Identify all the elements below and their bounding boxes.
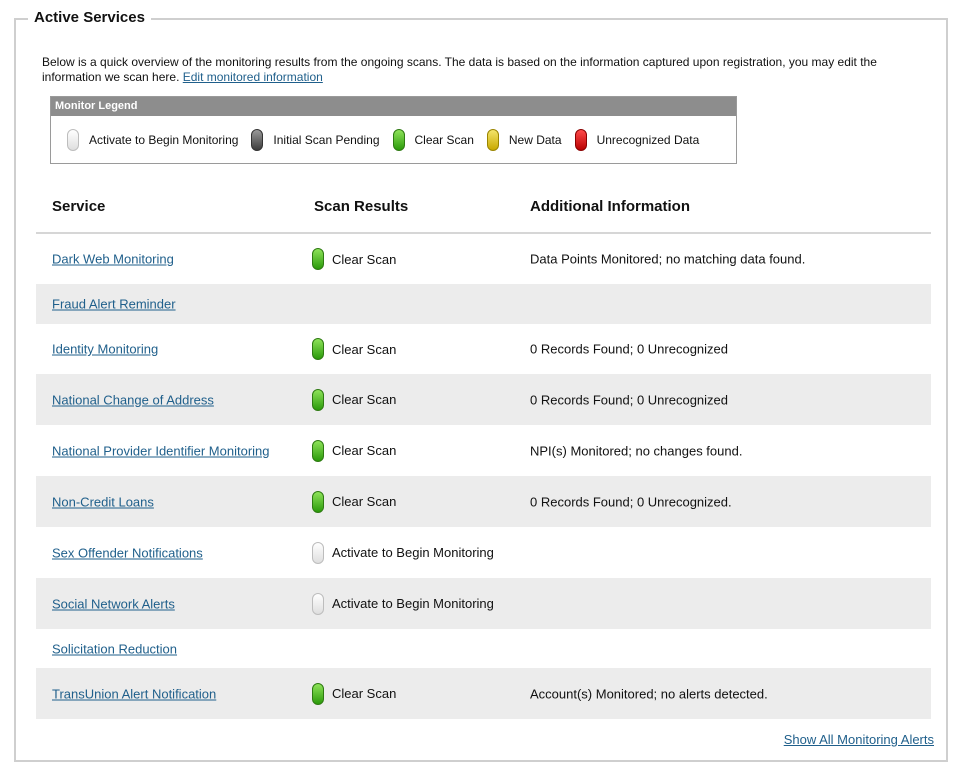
legend-label: New Data bbox=[508, 132, 562, 147]
service-link[interactable]: Dark Web Monitoring bbox=[52, 251, 174, 267]
additional-info: 0 Records Found; 0 Unrecognized bbox=[530, 341, 729, 357]
show-all-monitoring-alerts-link[interactable]: Show All Monitoring Alerts bbox=[783, 732, 934, 747]
table-row bbox=[36, 425, 931, 476]
scan-result-label: Clear Scan bbox=[332, 494, 397, 509]
intro-text-block bbox=[42, 55, 922, 85]
green-status-pill-icon bbox=[312, 683, 324, 705]
service-link[interactable]: Identity Monitoring bbox=[52, 341, 159, 357]
legend-label: Activate to Begin Monitoring bbox=[89, 132, 239, 147]
service-link[interactable]: Social Network Alerts bbox=[52, 596, 175, 611]
monitor-legend-title: Monitor Legend bbox=[51, 97, 736, 116]
scan-result bbox=[312, 389, 396, 411]
green-status-pill-icon bbox=[312, 389, 324, 411]
white-status-pill-icon bbox=[312, 593, 324, 615]
scan-result bbox=[312, 542, 494, 564]
legend-item-clear bbox=[393, 129, 474, 151]
table-row bbox=[36, 629, 931, 668]
legend-label: Clear Scan bbox=[414, 132, 474, 147]
legend-item-pending bbox=[251, 129, 379, 151]
green-status-pill-icon bbox=[393, 129, 405, 151]
additional-info: NPI(s) Monitored; no changes found. bbox=[530, 443, 743, 458]
scan-result-label: Clear Scan bbox=[332, 686, 397, 701]
additional-information-column-header: Additional Information bbox=[530, 198, 690, 215]
table-row bbox=[36, 476, 931, 527]
scan-result-label: Clear Scan bbox=[332, 443, 397, 458]
scan-result bbox=[312, 440, 396, 462]
table-row bbox=[36, 284, 931, 324]
services-table-body bbox=[36, 234, 931, 719]
scan-result bbox=[312, 338, 396, 360]
green-status-pill-icon bbox=[312, 248, 324, 270]
service-link[interactable]: National Change of Address bbox=[52, 392, 214, 407]
service-column-header: Service bbox=[52, 198, 106, 215]
table-row bbox=[36, 527, 931, 578]
service-link[interactable]: Fraud Alert Reminder bbox=[52, 296, 176, 312]
green-status-pill-icon bbox=[312, 491, 324, 513]
table-row bbox=[36, 578, 931, 629]
table-row bbox=[36, 374, 931, 425]
monitor-legend bbox=[50, 96, 737, 164]
legend-item-activate bbox=[67, 129, 238, 151]
service-link[interactable]: TransUnion Alert Notification bbox=[52, 686, 217, 701]
white-status-pill-icon bbox=[312, 542, 324, 564]
gray-status-pill-icon bbox=[251, 129, 263, 151]
service-link[interactable]: Non-Credit Loans bbox=[52, 494, 154, 509]
services-table-header bbox=[36, 196, 931, 234]
intro-text: Below is a quick overview of the monitoring results from the ongoing scans. The data is based on the information captured upon registration, you may edit the information we scan here. bbox=[42, 55, 877, 84]
table-row bbox=[36, 324, 931, 374]
show-all-alerts bbox=[784, 732, 934, 747]
scan-result-label: Clear Scan bbox=[332, 341, 397, 357]
scan-result bbox=[312, 248, 396, 270]
yellow-status-pill-icon bbox=[487, 129, 499, 151]
scan-result-label: Activate to Begin Monitoring bbox=[332, 596, 494, 611]
edit-monitored-information-link[interactable]: Edit monitored information bbox=[182, 70, 323, 84]
additional-info: Account(s) Monitored; no alerts detected. bbox=[530, 686, 768, 701]
green-status-pill-icon bbox=[312, 440, 324, 462]
scan-result bbox=[312, 491, 396, 513]
service-link[interactable]: National Provider Identifier Monitoring bbox=[52, 443, 270, 458]
scan-result-label: Activate to Begin Monitoring bbox=[332, 545, 494, 560]
scan-results-column-header: Scan Results bbox=[314, 198, 409, 215]
legend-item-new-data bbox=[487, 129, 562, 151]
table-row bbox=[36, 668, 931, 719]
additional-info: 0 Records Found; 0 Unrecognized bbox=[530, 392, 729, 407]
legend-label: Unrecognized Data bbox=[596, 132, 700, 147]
scan-result-label: Clear Scan bbox=[332, 251, 397, 267]
red-status-pill-icon bbox=[575, 129, 587, 151]
panel-title: Active Services bbox=[28, 9, 151, 26]
service-link[interactable]: Solicitation Reduction bbox=[52, 641, 178, 656]
white-status-pill-icon bbox=[67, 129, 79, 151]
legend-label: Initial Scan Pending bbox=[273, 132, 380, 147]
green-status-pill-icon bbox=[312, 338, 324, 360]
scan-result-label: Clear Scan bbox=[332, 392, 397, 407]
service-link[interactable]: Sex Offender Notifications bbox=[52, 545, 203, 560]
legend-item-unrecognized bbox=[575, 129, 700, 151]
additional-info: 0 Records Found; 0 Unrecognized. bbox=[530, 494, 732, 509]
scan-result bbox=[312, 683, 396, 705]
additional-info: Data Points Monitored; no matching data found. bbox=[530, 251, 806, 267]
table-row bbox=[36, 234, 931, 284]
scan-result bbox=[312, 593, 494, 615]
